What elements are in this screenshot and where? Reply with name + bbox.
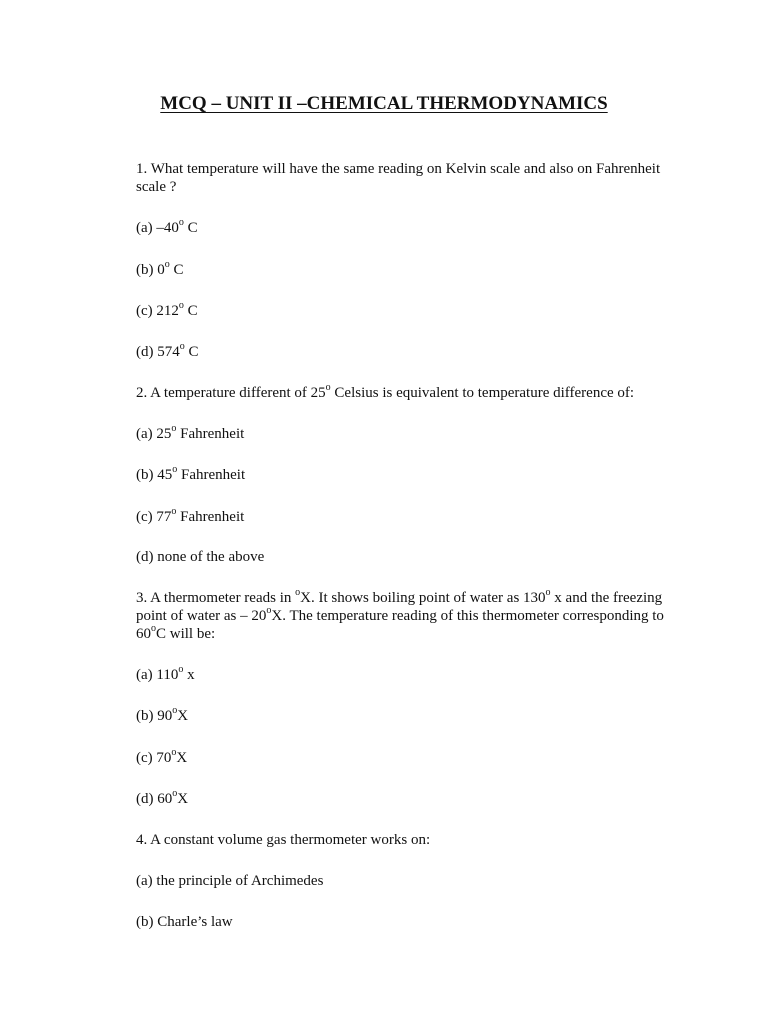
question-3-option-b: (b) 90$^o$X [136, 705, 189, 724]
question-1-option-c: (c) 212$^o$ C [136, 300, 198, 319]
question-2-option-c: (c) 77$^o$ Fahrenheit [136, 506, 245, 525]
question-3-option-c: (c) 70$^o$X [136, 747, 188, 766]
question-3-option-d: (d) 60$^o$X [136, 788, 189, 807]
question-4-text: 4. A constant volume gas thermometer works on: [136, 832, 431, 848]
question-4-option-a: (a) the principle of Archimedes [136, 873, 324, 889]
question-4-option-b: (b) Charle’s law [136, 914, 233, 930]
question-3-text: 3. A thermometer reads in $^o$X. It shows boiling point of water as 130$^o$ x and the freezing [136, 587, 663, 606]
question-1-option-a: (a) –40$^o$ C [136, 217, 198, 236]
question-1-text: 1. What temperature will have the same reading on Kelvin scale and also on Fahrenheit [136, 161, 661, 177]
question-1-option-d: (d) 574$^o$ C [136, 341, 199, 360]
question-2-option-a: (a) 25$^o$ Fahrenheit [136, 423, 245, 442]
page-title: MCQ – UNIT II –CHEMICAL THERMODYNAMICS [160, 93, 608, 114]
question-2-option-b: (b) 45$^o$ Fahrenheit [136, 464, 246, 483]
question-3-text-end: 60$^o$C will be: [136, 623, 216, 642]
question-1-option-b: (b) 0$^o$ C [136, 259, 184, 278]
question-3-text-cont: point of water as – 20$^o$X. The temperature reading of this thermometer corresponding to [136, 605, 664, 624]
question-2-option-d: (d) none of the above [136, 549, 265, 565]
question-1-text-cont: scale ? [136, 179, 177, 195]
question-3-option-a: (a) 110$^o$ x [136, 664, 195, 683]
question-2-text: 2. A temperature different of 25$^o$ Celsius is equivalent to temperature difference of: [136, 382, 635, 401]
